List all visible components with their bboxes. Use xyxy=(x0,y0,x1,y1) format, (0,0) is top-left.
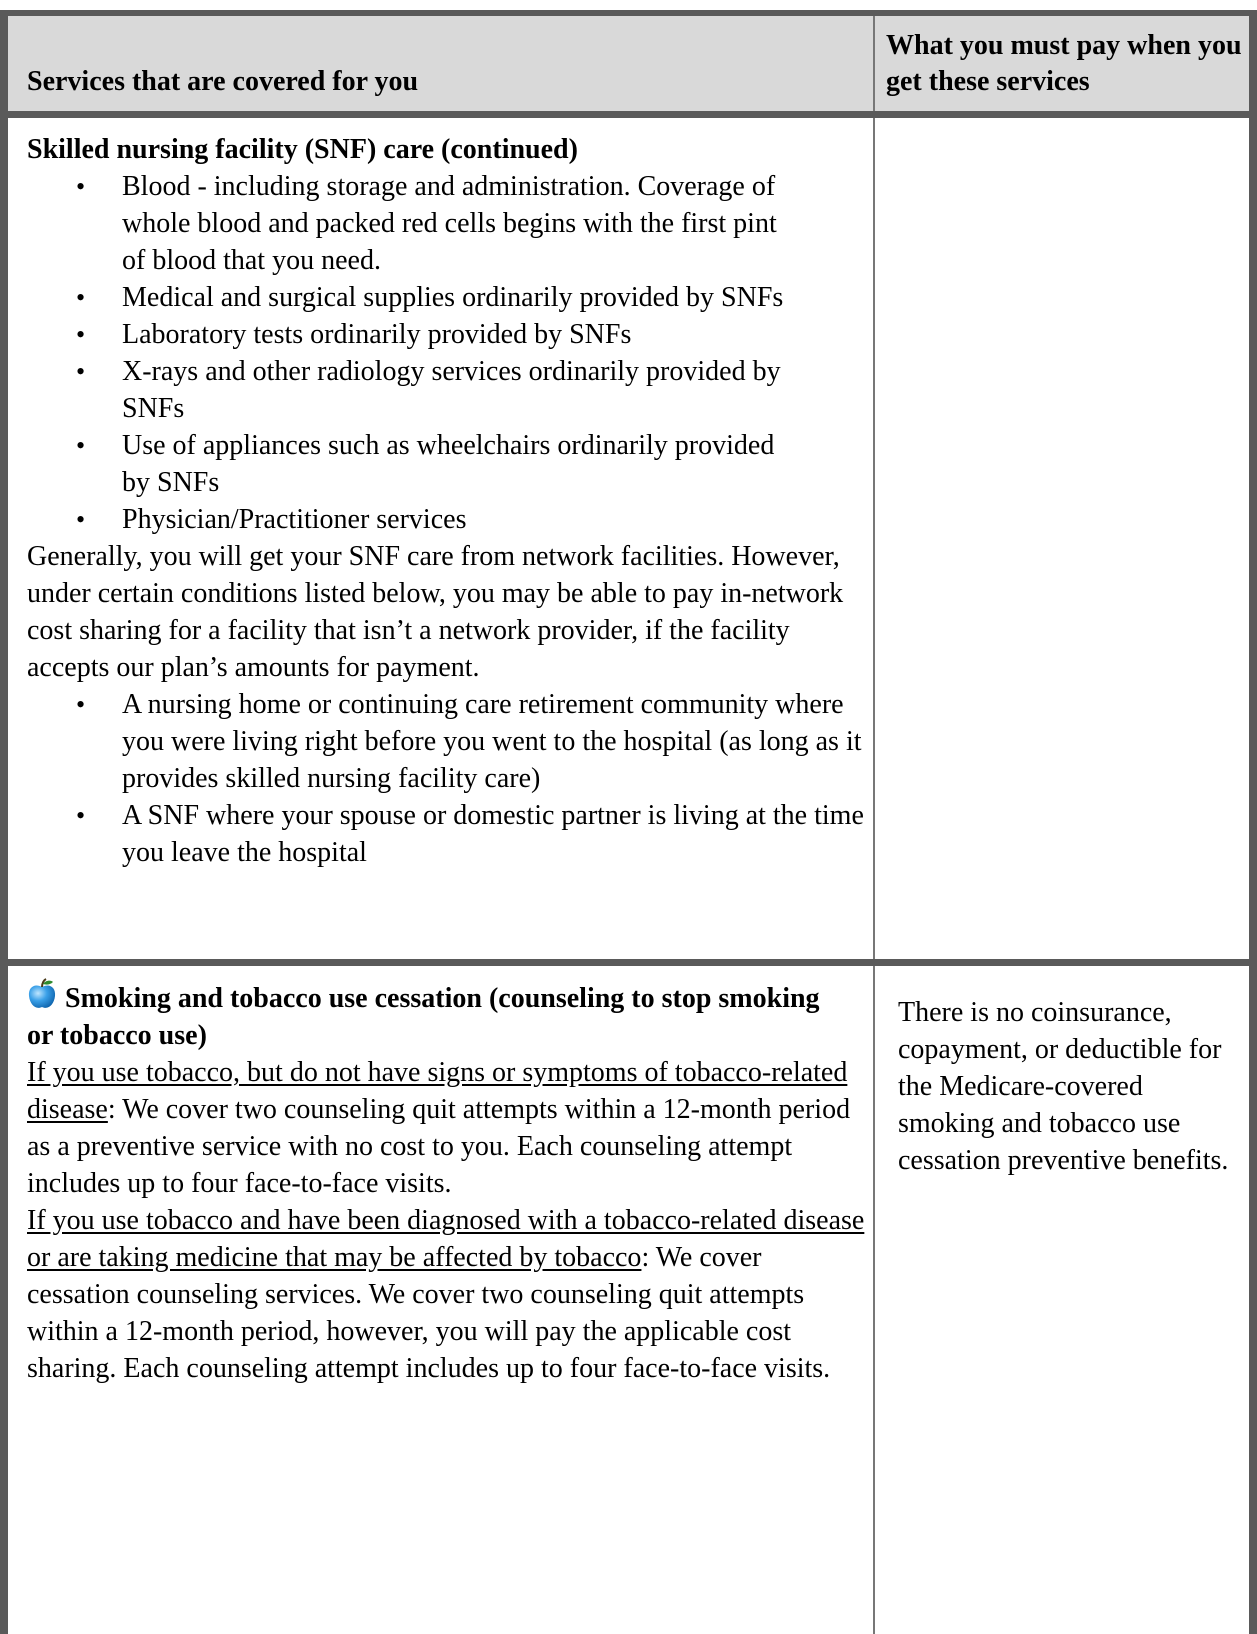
condition-text: : We cover two counseling quit attempts within a 12-month period as a preventive service with no cost to you. Each counseling attempt includes up to four face-to-face visits. xyxy=(27,1094,851,1199)
row2-column-divider xyxy=(873,966,875,1634)
apple-icon xyxy=(27,978,57,1010)
row1-column-divider xyxy=(873,118,875,959)
list-item: • A SNF where your spouse or domestic partner is living at the time you leave the hospital xyxy=(27,797,869,871)
list-item: • X-rays and other radiology services ordinarily provided by SNFs xyxy=(27,353,787,427)
list-item: • A nursing home or continuing care retirement community where you were living right before you went to the hospital (as long as it provides skilled nursing facility care) xyxy=(27,686,869,797)
row-title: Skilled nursing facility (SNF) care (continued) xyxy=(27,134,578,165)
row-smoking-cessation xyxy=(27,978,869,1387)
table-border-right xyxy=(1249,10,1257,1634)
condition-underlined: If you use tobacco, but do not have signs or symptoms of tobacco-related disease xyxy=(27,1057,848,1125)
list-item: • Use of appliances such as wheelchairs ordinarily provided by SNFs xyxy=(27,427,787,501)
list-item: • Laboratory tests ordinarily provided by SNFs xyxy=(27,316,787,353)
condition-text: : We cover cessation counseling services. We cover two counseling quit attempts within a 12-month period, however, you will pay the applicable cost sharing. Each counseling attempt includes up to four face-to-face visits. xyxy=(27,1242,831,1384)
list-item: • Medical and surgical supplies ordinarily provided by SNFs xyxy=(27,279,787,316)
snf-bullet-list xyxy=(27,168,787,538)
header-services: Services that are covered for you xyxy=(27,66,419,97)
list-item: • Physician/Practitioner services xyxy=(27,501,787,538)
list-item: • Blood - including storage and administration. Coverage of whole blood and packed red cells begins with the first pint of blood that you need. xyxy=(27,168,787,279)
row-snf xyxy=(27,131,869,871)
table-border-left xyxy=(0,10,8,1634)
snf-paragraph: Generally, you will get your SNF care from network facilities. However, under certain conditions listed below, you may be able to pay in-network cost sharing for a facility that isn’t a network provider, if the facility accepts our plan’s amounts for payment. xyxy=(27,541,844,683)
header-cost: What you must pay when you get these services xyxy=(886,30,1242,97)
row-divider xyxy=(8,959,1249,966)
snf-conditions-list xyxy=(27,686,869,871)
row-title-text: Smoking and tobacco use cessation (counseling to stop smoking or tobacco use) xyxy=(27,983,820,1051)
header-divider xyxy=(8,111,1249,118)
header-column-divider xyxy=(873,16,875,111)
cost-smoking-cessation: There is no coinsurance, copayment, or deductible for the Medicare-covered smoking and tobacco use cessation preventive benefits. xyxy=(898,997,1229,1176)
condition-underlined: If you use tobacco and have been diagnosed with a tobacco-related disease or are taking medicine that may be affected by tobacco xyxy=(27,1205,865,1273)
paragraph-no-symptoms xyxy=(27,1054,869,1202)
row-title xyxy=(27,978,827,1054)
paragraph-diagnosed xyxy=(27,1202,869,1387)
